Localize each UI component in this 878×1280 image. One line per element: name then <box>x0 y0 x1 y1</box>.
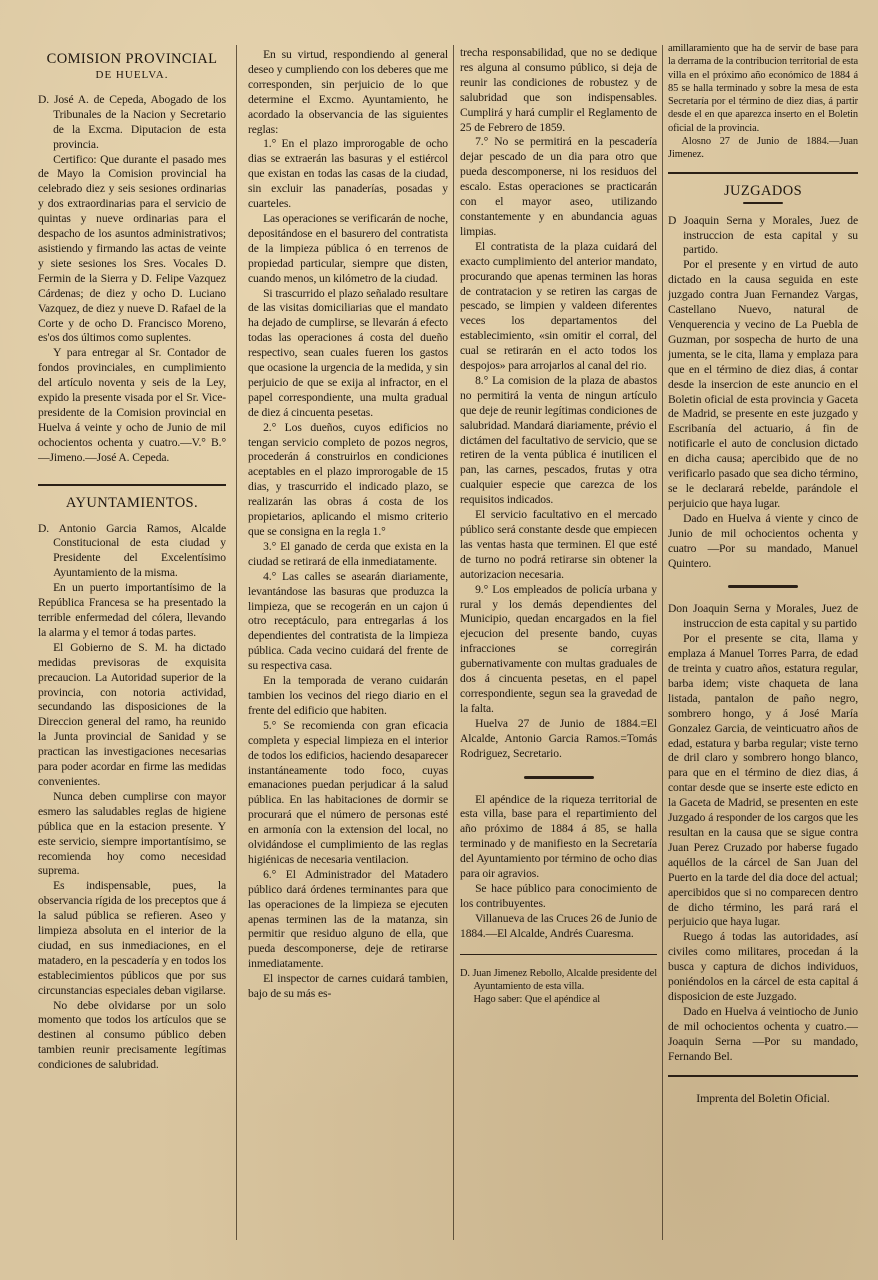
section-title-comision: COMISION PROVINCIAL <box>46 51 218 67</box>
column-1 <box>38 40 226 1235</box>
paragraph: Certifico: Que durante el pasado mes de Mayo la Comision provincial ha celebrado diez y seis sesiones ordinarias y dos extraordinarias para el servicio de quintas y nueve ordinarias para el despacho de los asuntos administrativos; asistiendo y firmando las actas de veinte y siete sesiones los Sres. Vocales D. Fermin de la Sierra y D. Felipe Vazquez Cárdenas; de diez y ocho D. Luciano Vazquez, de diez y nueve D. Rafael de la Corte y de ocho D. Francisco Moreno, es'os dos últimos como suplentes. <box>38 152 226 345</box>
ornament-rule <box>743 202 783 204</box>
paragraph: Alosno 27 de Junio de 1884.—Juan Jimenez. <box>668 136 858 161</box>
paragraph: El servicio facultativo en el mercado público será constante desde que empiecen las ventas hasta que terminen. El que esté de turno no podrá retirarse sin obtener la autorizacion necesaria. <box>460 508 657 581</box>
printer-footer: Imprenta del Boletin Oficial. <box>696 1090 830 1105</box>
paragraph: En la temporada de verano cuidarán tambien los vecinos del riego diario en el frente del edificio que habiten. <box>248 674 448 717</box>
paragraph: El contratista de la plaza cuidará del exacto cumplimiento del anterior mandato, procurando que apenas terminen las horas de contratacion y se retiren las cargas de pescado, se limpien y valdeen diferentes veces los departamentos del establecimiento, «sin omitir el corral, del cual se retirarán en el acto todos los despojos» para arrojarlos al canal del rio. <box>460 239 657 373</box>
paragraph: amillaramiento que ha de servir de base para la derrama de la contribucion territorial de esta villa en el próximo año económico de 1884 á 85 se halla terminado y sobre la mesa de esta Secretaría por el término de diez dias, á partir desde el en que aparezca inserto en el Boletin oficial de la provincia. <box>668 43 858 134</box>
column-4 <box>668 42 858 1237</box>
paragraph: Huelva 27 de Junio de 1884.=El Alcalde, Antonio Garcia Ramos.=Tomás Rodriguez, Secretario. <box>460 716 657 760</box>
paragraph: 3.° El ganado de cerda que exista en la ciudad se retirará de ella inmediatamente. <box>248 539 448 568</box>
paragraph: El inspector de carnes cuidará tambien, bajo de su más es- <box>248 972 448 1001</box>
paragraph: D. Juan Jimenez Rebollo, Alcalde presidente del Ayuntamiento de esta villa. <box>460 967 657 992</box>
paragraph: D. José A. de Cepeda, Abogado de los Tribunales de la Nacion y Secretario de la Excma. Diputacion de esta provincia. <box>38 92 226 151</box>
paragraph: Si trascurrido el plazo señalado resultare de las visitas domiciliarias que el mandato ha dejado de cumplirse, se llevarán á efecto todas las operaciones á costa del dueño respectivo, sean cuales fueren los gastos que ocasione la urgencia de la medida, y sin perjuicio de que se exija al infractor, en el papel correspondiente, una multa gradual de diez á cincuenta pesetas. <box>248 286 448 419</box>
paragraph: 4.° Las calles se asearán diariamente, levantándose las basuras que produzca la limpieza, que se recogerán en un cajon ú otro receptáculo, para entregarlas á los dependientes del contratista de la limpieza pública. Cada vecino cuidará del frente de su respectiva casa. <box>248 569 448 673</box>
divider <box>38 484 226 486</box>
paragraph: Dado en Huelva á viente y cinco de Junio de mil ochocientos ochenta y cuatro —Por su mandado, Manuel Quintero. <box>668 511 858 570</box>
column-rule <box>236 45 237 1240</box>
paragraph: En su virtud, respondiendo al general deseo y cumpliendo con los deberes que me corresponden, sin perjuicio de lo que determine el Excmo. Ayuntamiento, he acordado la observancia de las siguientes reglas: <box>248 48 448 136</box>
divider <box>668 172 858 174</box>
paragraph: No debe olvidarse por un solo momento que todos los artículos que se destinen al consumo público deben tambien reunir precisamente legítimas condiciones de salubridad. <box>38 998 226 1072</box>
paragraph: Y para entregar al Sr. Contador de fondos provinciales, en cumplimiento del artículo noventa y seis de la Ley, expido la presente visada por el Sr. Vice-presidente de la Comision provincial en Huelva á veinte y ocho de Junio de mil ochocientos ochenta y cuatro.—V.° B.°—Jimeno.—José A. Cepeda. <box>38 346 226 464</box>
column-rule <box>662 45 663 1240</box>
ornament-rule <box>728 585 798 588</box>
paragraph: 7.° No se permitirá en la pescadería dejar pescado de un dia para otro que pueda descomponerse, ni los residuos del escalo. Estas operaciones se practicarán con el mayor aseo, utilizando constantemente y en abundancia aguas limpias. <box>460 135 657 238</box>
paragraph: 8.° La comision de la plaza de abastos no permitirá la venta de ningun artículo que deje de reunir legítimas condiciones de salubridad. Mandará diariamente, prévio el dictámen del facultativo de servicio, que se retiren de la venta pública é inutilicen el pan, las carnes, pescados, frutas y otra cualquier especie que carezca de los requisitos indicados. <box>460 373 657 507</box>
paragraph: El apéndice de la riqueza territorial de esta villa, base para el repartimiento del año próximo de 1884 á 85, se halla terminado y de manifiesto en la Secretaría del Ayuntamiento por término de ocho dias para oir agravios. <box>460 792 657 881</box>
paragraph: D Joaquin Serna y Morales, Juez de instruccion de esta capital y su partido. <box>668 213 858 257</box>
paragraph: Ruego á todas las autoridades, así civiles como militares, procedan á la busca y captura de dichos individuos, poniéndolos en la cárcel de esta capital á disposicion de este Juzgado. <box>668 930 858 1003</box>
paragraph: Por el presente se cita, llama y emplaza á Manuel Torres Parra, de edad de treinta y cuatro años, estatura regular, barba idem; viste chaqueta de lana listada, pantalon de paño negro, sombrero hongo, y á José María Gonzalez Garcia, de veinticuatro años de edad, estatura y barba regular; viste terno de dril claro y sombrero hongo blanco, para que en el término de diez dias, á contar desde que se inserte este edicto en la Gaceta de Madrid, se presenten en este Juzgado á responder de los cargos que les resultan en la causa que se sigue contra Juan Perez Cruzado por haberse fugado aquéllos de la cárcel de San Juan del Puerto en la tarde del dia doce del actual; apercibidos que si no comparecen dentro de dicho término, les pará rará el perjuicio que haya lugar. <box>668 632 858 929</box>
paragraph: D. Antonio Garcia Ramos, Alcalde Constitucional de esta ciudad y Presidente del Excelentísimo Ayuntamiento de la misma. <box>38 521 226 580</box>
divider <box>668 1075 858 1077</box>
ornament-rule <box>524 776 594 779</box>
paragraph: Dado en Huelva á veintiocho de Junio de mil ochocientos ochenta y cuatro.—Joaquin Serna —Por su mandado, Fernando Bel. <box>668 1004 858 1063</box>
paragraph: Las operaciones se verificarán de noche, depositándose en el basurero del contratista de la limpieza pública ó en terrenos de propiedad particular, siempre que disten, cuando menos, un kilómetro de la ciudad. <box>248 211 448 285</box>
paragraph: Villanueva de las Cruces 26 de Junio de 1884.—El Alcalde, Andrés Cuaresma. <box>460 911 657 940</box>
paragraph: En un puerto importantísimo de la República Francesa se ha presentado la terrible enfermedad del cólera, llevando la alarma y el temor á todas partes. <box>38 581 226 639</box>
paragraph: 9.° Los empleados de policía urbana y rural y los demás dependientes del Municipio, quedan encargados en la fiel ejecucion del presente bando, cuyas infracciones se corregirán gubernativamente con multas graduales de dos á cincuenta pesetas, en el papel correspondiente, segun sea la gravedad de la falta. <box>460 582 657 715</box>
paragraph: Es indispensable, pues, la observancia rígida de los preceptos que á la salud pública se refieren. Aseo y limpieza absoluta en el interior de la ciudad, en sus inmediaciones, en el matadero, en la pescadería y en todos los establecimientos públicos que por sus circunstancias especiales deban vigilarse. <box>38 879 226 997</box>
section-title-juzgados: JUZGADOS <box>723 182 803 199</box>
paragraph: El Gobierno de S. M. ha dictado medidas previsoras de exquisita precaucion. La Autoridad superior de la provincia, con notoria actividad, secundando las disposiciones de la Direccion general del ramo, ha reunido la Junta provincial de Sanidad y se practican las investigaciones necesarias para poder acordar en firme las medidas convenientes. <box>38 640 226 788</box>
column-rule <box>453 45 454 1240</box>
divider <box>460 954 657 955</box>
paragraph: trecha responsabilidad, que no se dedique res alguna al consumo público, si deja de reunir las condiciones de robustez y de salubridad que son indispensables. Cumplirá y hará cumplir el Reglamento de 25 de Febrero de 1859. <box>460 46 657 134</box>
paragraph: 6.° El Administrador del Matadero público dará órdenes terminantes para que las operaciones de la limpieza se ejecuten apenas terminen las de la matanza, sin permitir que residuo alguno de ella, que pueda descomponerse, deje de retirarse inmediatamente. <box>248 867 448 971</box>
paragraph: Se hace público para conocimiento de los contribuyentes. <box>460 881 657 910</box>
paragraph: 5.° Se recomienda con gran eficacia completa y especial limpieza en el interior de todos los edificios, haciendo desaparecer instantáneamente todo foco, cuyas emanaciones puedan perjudicar á la salud pública. En las habitaciones de dormir se procurará que el número de personas esté en armonía con la extension del local, no olvidándose el cumplimiento de las reglas higiénicas de necesaria ventilacion. <box>248 718 448 866</box>
section-subtitle: DE HUELVA. <box>95 69 169 81</box>
paragraph: Por el presente y en virtud de auto dictado en la causa seguida en este juzgado contra Juan Fernandez Vargas, Castellano Nuevo, natural de Venquerencia y vecino de La Puebla de Guzman, por sospecha de hurto de una jumenta, se le cita, llama y emplaza para que en el término de diez dias, á contar desde la insercion de este anuncio en el Boletin oficial de esta provincia y Gaceta de Madrid, se presente en este juzgado y Escribanía del actuario, á fin de notificarle el auto de conclusion dictado en dicha causa; apercibido que de no verificarlo pasado que sea dicho término, se le declarará rebelde, parándole el perjuicio que haya lugar. <box>668 258 858 510</box>
column-2 <box>248 40 448 1235</box>
paragraph: Nunca deben cumplirse con mayor esmero las saludables reglas de higiene pública que en la estacion presente. Y este servicio, siempre importantísimo, se recomienda hoy como necesidad suprema. <box>38 789 226 878</box>
paragraph: 1.° En el plazo improrogable de ocho dias se extraerán las basuras y el estiércol que existan en todas las casas de la ciudad, sin excluir las panaderías, posadas y cuarteles. <box>248 137 448 211</box>
column-3 <box>460 46 657 1241</box>
paragraph: 2.° Los dueños, cuyos edificios no tengan servicio completo de pozos negros, procederán á construirlos en condiciones aceptables en el plazo improrogable de 15 dias, y trascurrido el indicado plazo, se realizarán las obras á costa de los propietarios, aplicando el mismo criterio que se consigna en la regla 1.° <box>248 420 448 538</box>
section-title-ayuntamientos: AYUNTAMIENTOS. <box>65 494 199 511</box>
paragraph: Don Joaquin Serna y Morales, Juez de instruccion de esta capital y su partido <box>668 602 858 631</box>
paragraph: Hago saber: Que el apéndice al <box>473 994 601 1006</box>
